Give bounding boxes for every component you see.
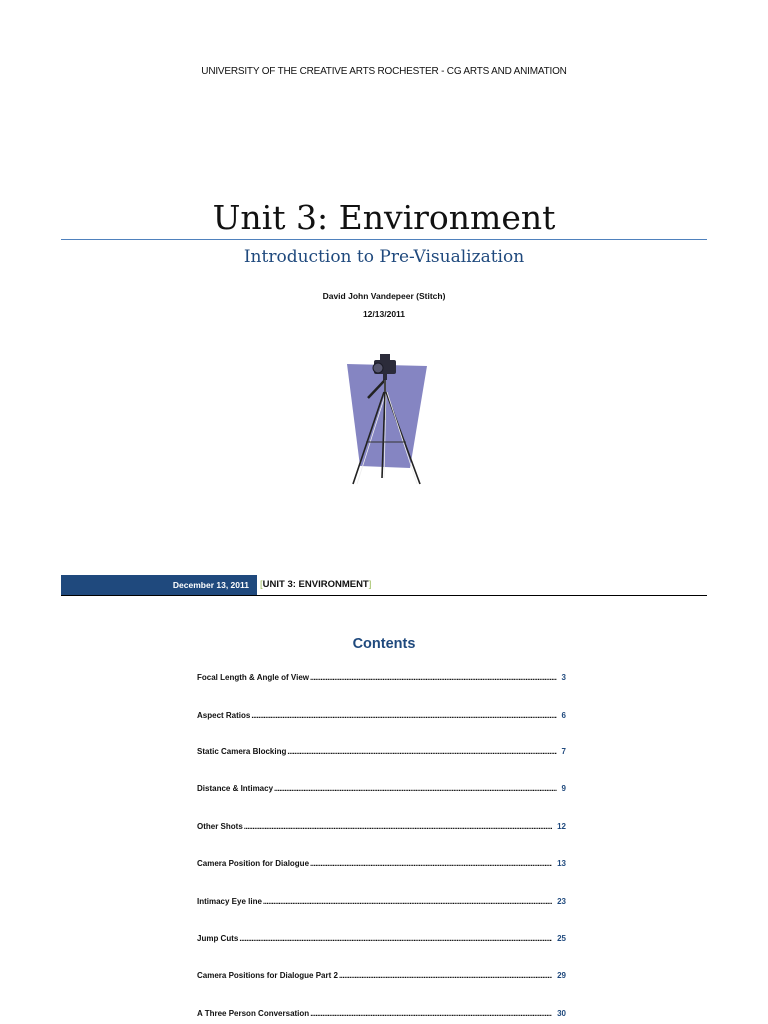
toc-entry[interactable]	[197, 1004, 566, 1018]
toc-entry[interactable]	[197, 854, 566, 868]
toc-leader-dots	[339, 971, 552, 980]
toc-entry-page: 29	[557, 971, 566, 980]
toc-leader-dots	[310, 1009, 552, 1018]
footer-date: December 13, 2011	[172, 580, 249, 590]
toc-entry-page: 7	[561, 747, 566, 756]
toc-entry-page: 30	[557, 1009, 566, 1018]
toc-leader-dots	[263, 897, 552, 906]
toc-entry-label: Other Shots	[197, 822, 243, 831]
toc-entry-label: Static Camera Blocking	[197, 747, 287, 756]
toc-entry-label: Intimacy Eye line	[197, 897, 262, 906]
institution-header: UNIVERSITY OF THE CREATIVE ARTS ROCHESTER - CG ARTS AND ANIMATION	[201, 66, 567, 77]
toc-entry-page: 12	[557, 822, 566, 831]
toc-entry[interactable]	[197, 742, 566, 756]
toc-entry-label: Distance & Intimacy	[197, 784, 274, 793]
document-date: 12/13/2011	[362, 309, 406, 319]
camera-tripod-illustration	[340, 350, 432, 490]
toc-entry[interactable]	[197, 706, 566, 720]
toc-entry-page: 23	[557, 897, 566, 906]
toc-leader-dots	[239, 934, 552, 943]
contents-heading: Contents	[352, 636, 416, 652]
toc-entry-page: 3	[561, 673, 566, 682]
toc-entry-page: 13	[557, 859, 566, 868]
toc-leader-dots	[274, 784, 557, 793]
footer-unit-title	[260, 575, 371, 595]
toc-leader-dots	[310, 859, 552, 868]
footer-bracket-close: ]	[368, 579, 372, 590]
toc-leader-dots	[244, 822, 552, 831]
toc-entry-label: Focal Length & Angle of View	[197, 673, 310, 682]
footer-unit-label: UNIT 3: ENVIRONMENT	[262, 579, 369, 590]
toc-entry[interactable]	[197, 668, 566, 682]
camera-lens	[373, 363, 383, 373]
toc-entry[interactable]	[197, 779, 566, 793]
footer-bracket-open: [	[260, 579, 263, 590]
toc-leader-dots	[310, 673, 557, 682]
toc-leader-dots	[287, 747, 556, 756]
toc-entry-page: 25	[557, 934, 566, 943]
footer-divider	[61, 595, 707, 596]
document-subtitle: Introduction to Pre-Visualization	[243, 247, 525, 267]
toc-entry-label: Aspect Ratios	[197, 711, 251, 720]
toc-entry-label: Jump Cuts	[197, 934, 239, 943]
toc-entry-label: Camera Positions for Dialogue Part 2	[197, 971, 338, 980]
toc-entry[interactable]	[197, 966, 566, 980]
author-name: David John Vandepeer (Stitch)	[322, 291, 446, 301]
toc-entry-label: Camera Position for Dialogue	[197, 859, 310, 868]
toc-leader-dots	[251, 711, 556, 720]
toc-entry[interactable]	[197, 929, 566, 943]
title-divider	[61, 239, 707, 240]
toc-entry-page: 6	[561, 711, 566, 720]
toc-entry[interactable]	[197, 892, 566, 906]
document-title: Unit 3: Environment	[212, 198, 556, 237]
toc-entry[interactable]	[197, 817, 566, 831]
toc-entry-label: A Three Person Conversation	[197, 1009, 310, 1018]
toc-entry-page: 9	[561, 784, 566, 793]
